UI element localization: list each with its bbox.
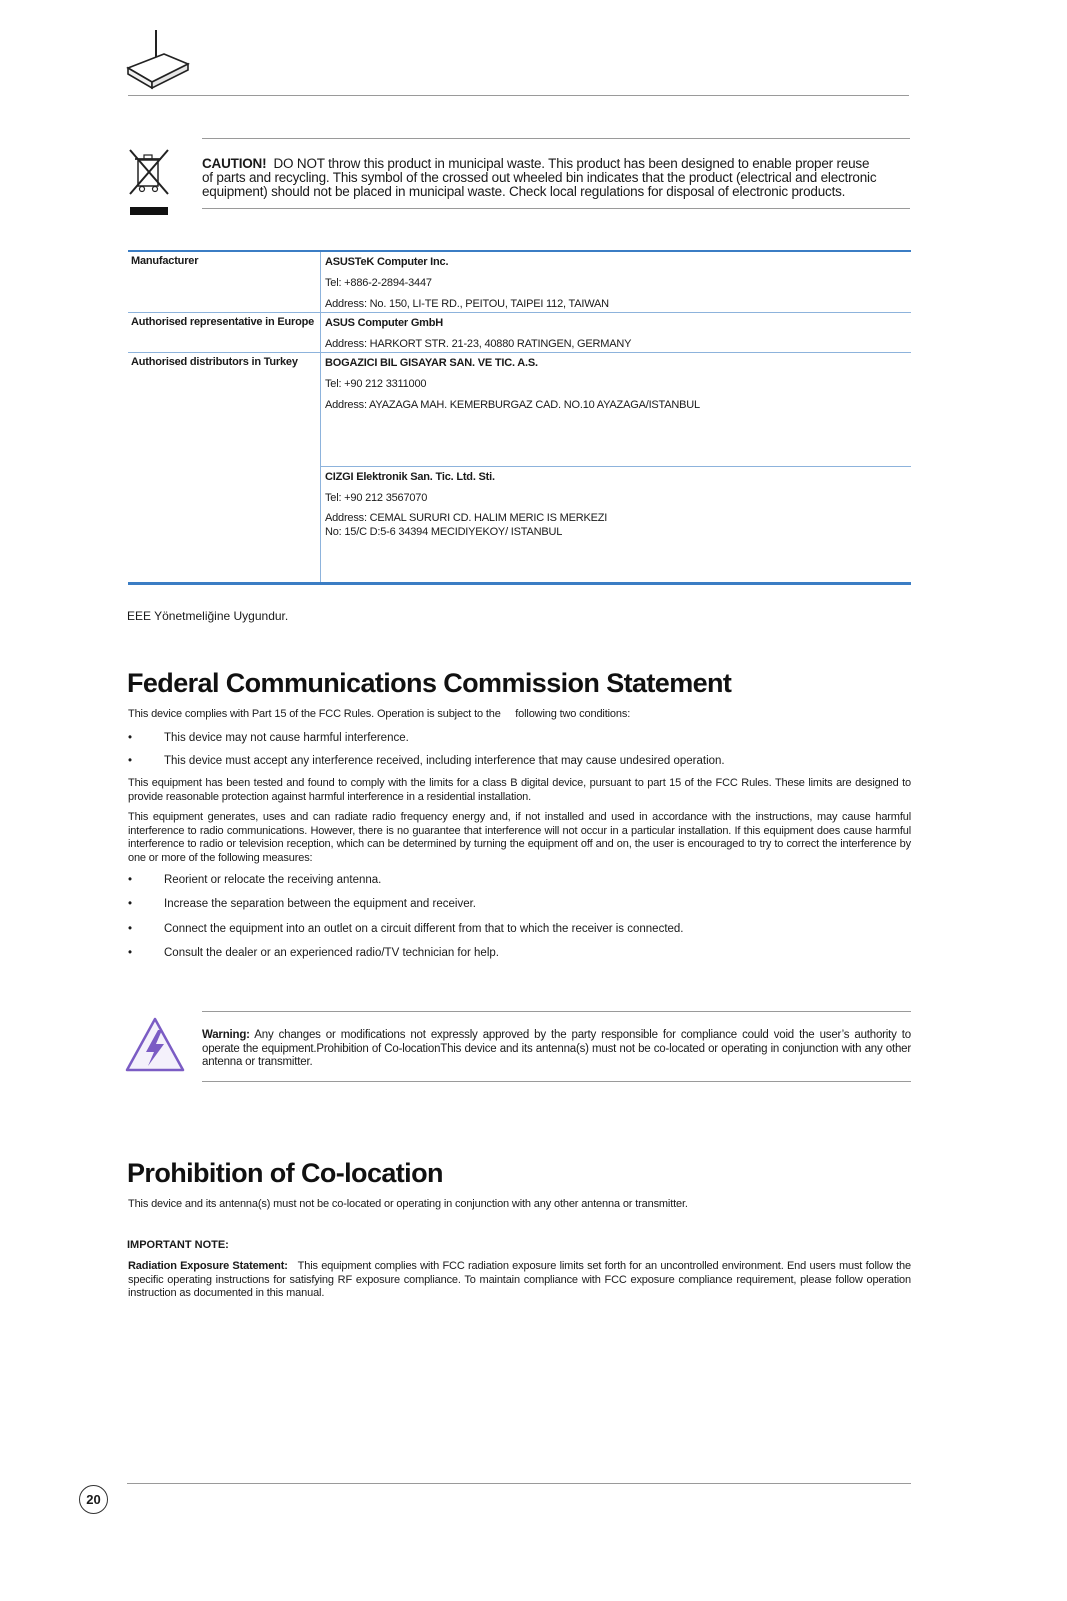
turkey-d2-name: CIZGI Elektronik San. Tic. Ltd. Sti. bbox=[325, 471, 495, 483]
colocation-text: This device and its antenna(s) must not be co-located or operating in conjunction with any other antenna or transmitter. bbox=[128, 1198, 688, 1210]
colocation-title: Prohibition of Co-location bbox=[127, 1158, 443, 1188]
measure-2: Increase the separation between the equipment and receiver. bbox=[164, 898, 476, 910]
warning-bottom-rule bbox=[202, 1081, 911, 1082]
caution-bottom-rule bbox=[202, 208, 910, 209]
fcc-para-2: This equipment generates, uses and can radiate radio frequency energy and, if not installed and used in accordance with the instructions, may cause harmful interference to radio communications. However, there is no guarantee that interference will not occur in a particular installation. If this equipment does cause harmful interference to radio or television reception, which can be determined by turning the equipment off and on, the user is encouraged to try to correct the interference by one or more of the following measures: bbox=[128, 811, 911, 864]
table-row-turkey-1 bbox=[128, 353, 911, 467]
measure-4: Consult the dealer or an experienced radio/TV technician for help. bbox=[164, 947, 499, 959]
radiation-text: This equipment complies with FCC radiation exposure limits set forth for an uncontrolled environment. End users must follow the specific operating instructions for satisfying RF exposure compliance. To maintain compliance with FCC exposure compliance requirement, please follow operation instruction as documented in this manual. bbox=[128, 1260, 911, 1299]
caution-line-2: of parts and recycling. This symbol of the crossed out wheeled bin indicates that the product (electrical and electronic bbox=[202, 170, 877, 185]
header-rule bbox=[128, 95, 909, 96]
manufacturer-address: Address: No. 150, LI-TE RD., PEITOU, TAIPEI 112, TAIWAN bbox=[325, 298, 609, 310]
radiation-label: Radiation Exposure Statement: bbox=[128, 1260, 288, 1272]
europe-address: Address: HARKORT STR. 21-23, 40880 RATINGEN, GERMANY bbox=[325, 338, 632, 350]
turkey-d1-address: Address: AYAZAGA MAH. KEMERBURGAZ CAD. NO.10 AYAZAGA/ISTANBUL bbox=[325, 399, 700, 411]
fcc-intro: This device complies with Part 15 of the FCC Rules. Operation is subject to the following two conditions: bbox=[128, 708, 631, 720]
fcc-title: Federal Communications Commission Statement bbox=[127, 668, 732, 698]
europe-label: Authorised representative in Europe bbox=[128, 313, 321, 353]
measure-3: Connect the equipment into an outlet on a circuit different from that to which the receiver is connected. bbox=[164, 923, 684, 935]
eee-note: EEE Yönetmeliğine Uygundur. bbox=[127, 609, 289, 623]
measure-1: Reorient or relocate the receiving antenna. bbox=[164, 874, 382, 886]
turkey-d1-tel: Tel: +90 212 3311000 bbox=[325, 378, 427, 390]
important-note-label: IMPORTANT NOTE: bbox=[127, 1239, 229, 1251]
radiation-statement bbox=[128, 1260, 911, 1301]
warning-label: Warning: bbox=[202, 1029, 250, 1041]
distributor-table bbox=[128, 250, 911, 585]
manufacturer-tel: Tel: +886-2-2894-3447 bbox=[325, 277, 432, 289]
turkey-d2-address-1: Address: CEMAL SURURI CD. HALIM MERIC IS MERKEZI bbox=[325, 512, 608, 524]
table-row-europe bbox=[128, 313, 911, 353]
warning-body: Any changes or modifications not expressly approved by the party responsible for compliance could void the user’s authority to operate the equipment.Prohibition of Co-locationThis device and its antenna(s) must not be co-located or operating in conjunction with any other antenna or transmitter. bbox=[202, 1029, 911, 1068]
europe-name: ASUS Computer GmbH bbox=[325, 317, 444, 329]
caution-line-3: equipment) should not be placed in municipal waste. Check local regulations for disposal of electronic products. bbox=[202, 184, 846, 199]
footer-rule bbox=[127, 1483, 911, 1484]
lightning-warning-icon bbox=[124, 1016, 186, 1074]
caution-top-rule bbox=[202, 138, 910, 139]
caution-line-1: DO NOT throw this product in municipal waste. This product has been designed to enable proper reuse bbox=[273, 156, 870, 171]
crossed-out-bin-icon bbox=[124, 146, 172, 218]
turkey-label: Authorised distributors in Turkey bbox=[128, 353, 321, 584]
table-row-manufacturer bbox=[128, 251, 911, 313]
condition-1: This device may not cause harmful interference. bbox=[164, 732, 409, 744]
manufacturer-label: Manufacturer bbox=[128, 251, 321, 313]
turkey-d1-name: BOGAZICI BIL GISAYAR SAN. VE TIC. A.S. bbox=[325, 357, 538, 369]
condition-2: This device must accept any interference received, including interference that may cause undesired operation. bbox=[164, 755, 725, 767]
manufacturer-name: ASUSTeK Computer Inc. bbox=[325, 256, 449, 268]
turkey-d2-address-2: No: 15/C D:5-6 34394 MECIDIYEKOY/ ISTANBUL bbox=[325, 525, 563, 538]
warning-top-rule bbox=[202, 1011, 911, 1012]
warning-text bbox=[202, 1029, 911, 1070]
turkey-d2-tel: Tel: +90 212 3567070 bbox=[325, 492, 428, 504]
fcc-para-1: This equipment has been tested and found to comply with the limits for a class B digital device, pursuant to part 15 of the FCC Rules. These limits are designed to provide reasonable protection against harmful interference in a residential installation. bbox=[128, 777, 911, 803]
caution-label: CAUTION! bbox=[202, 156, 267, 171]
caution-text bbox=[202, 157, 912, 199]
router-icon bbox=[124, 28, 192, 92]
page-number: 20 bbox=[79, 1485, 108, 1514]
